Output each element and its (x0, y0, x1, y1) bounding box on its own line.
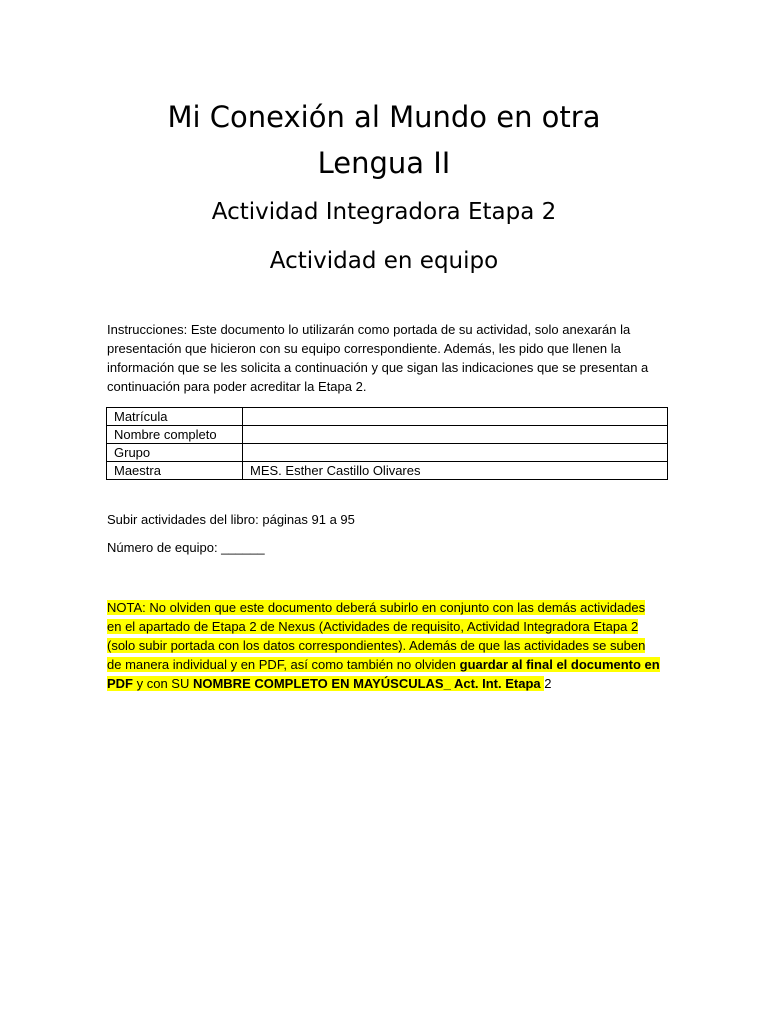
table-row (107, 444, 668, 462)
table-row (107, 462, 668, 480)
note-paragraph (107, 598, 663, 693)
table-row (107, 408, 668, 426)
note-text-2: y con SU (133, 676, 193, 691)
note-text-1: NOTA: No olviden que este documento deberá subirlo en conjunto con las demás actividades en el apartado de Etapa 2 de Nexus (Actividades de requisito, Actividad Integradora Etapa 2 (solo subir portada con los datos correspondientes). Además de que las actividades se suben de manera individual y en PDF, así como también no olviden (107, 600, 646, 672)
instructions-paragraph: Instrucciones: Este documento lo utilizarán como portada de su actividad, solo anexarán la presentación que hicieron con su equipo correspondiente. Además, les pido que llenen la información que se les solicita a continuación y que sigan las indicaciones que se presentan a continuación para poder acreditar la Etapa 2. (107, 322, 649, 394)
row-value-matricula (243, 408, 668, 426)
row-label-grupo: Grupo (107, 444, 243, 462)
student-info-table (106, 407, 668, 480)
row-value-nombre (243, 426, 668, 444)
note-bold-pdf: guardar al final el documento en PDF (107, 657, 660, 691)
note-bold-name: NOMBRE COMPLETO EN MAYÚSCULAS_ Act. Int. Etapa (192, 676, 545, 691)
row-label-maestra: Maestra (107, 462, 243, 480)
document-title (0, 94, 768, 186)
row-label-nombre: Nombre completo (107, 426, 243, 444)
title-line-1: Mi Conexión al Mundo en otra (167, 100, 601, 134)
note-text-3: 2 (544, 676, 552, 691)
activity-subtitle: Actividad Integradora Etapa 2 (211, 199, 557, 225)
upload-instructions: Subir actividades del libro: páginas 91 a 95 (107, 512, 355, 527)
row-value-maestra: MES. Esther Castillo Olivares (243, 462, 668, 480)
row-value-grupo (243, 444, 668, 462)
team-activity-subtitle: Actividad en equipo (269, 248, 499, 274)
team-number-line: Número de equipo: ______ (107, 540, 265, 555)
title-line-2: Lengua II (317, 146, 451, 180)
row-label-matricula: Matrícula (107, 408, 243, 426)
table-row (107, 426, 668, 444)
